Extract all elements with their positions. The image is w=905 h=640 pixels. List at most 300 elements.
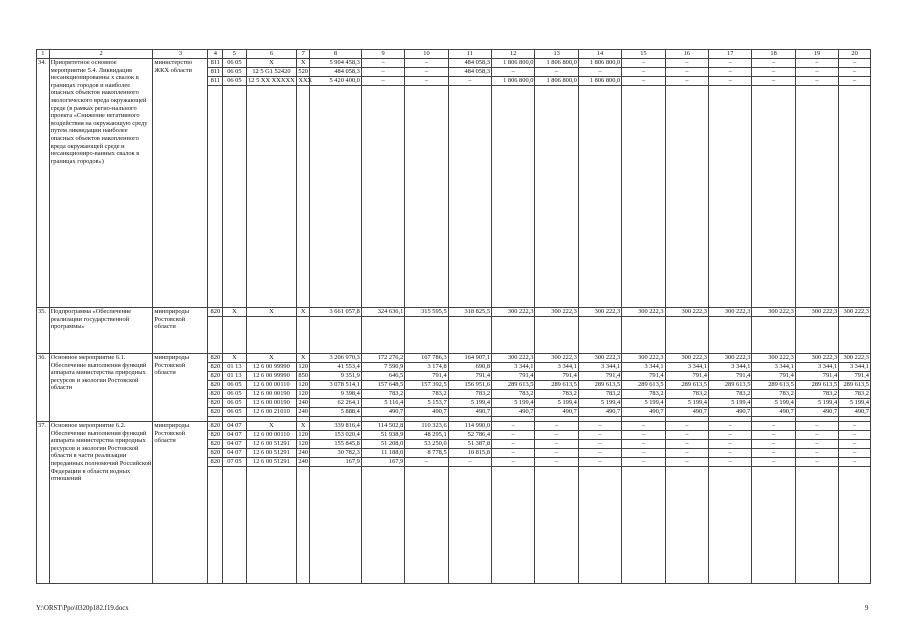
table-cell: – [405,77,448,86]
table-cell: – [665,449,708,458]
empty-cell [208,317,223,354]
empty-cell [310,86,362,308]
table-cell: 120 [298,381,308,388]
table-cell: 12 6 00 51291 [246,440,297,449]
table-cell: 300 222,3 [665,354,708,363]
table-cell: – [752,422,795,431]
table-cell: – [361,77,404,86]
column-number: 12 [492,50,535,59]
empty-cell [246,317,297,354]
table-cell: 9 398,4 [310,390,362,399]
table-cell: 289 613,5 [752,381,795,390]
executor: министерство ЖКХ области [153,59,208,308]
empty-cell [535,86,578,308]
table-cell: – [839,431,871,440]
table-cell: – [578,431,621,440]
table-row [37,354,871,363]
table-cell: – [839,458,871,467]
table-cell: 5 199,4 [448,399,491,408]
document-page [36,49,871,584]
table-cell: – [752,59,795,68]
table-cell: 1 806 800,0 [535,59,578,68]
table-cell: – [665,458,708,467]
table-cell: 3 344,1 [752,363,795,372]
column-number: 9 [361,50,404,59]
table-cell: 06 05 [223,77,246,86]
table-cell: 820 [208,458,223,467]
table-cell: 5 199,4 [752,399,795,408]
table-cell: 300 222,3 [839,308,871,317]
table-cell: 820 [208,363,223,372]
table-cell: 10 815,8 [448,449,491,458]
table-cell: 820 [208,308,223,317]
empty-cell [492,467,535,584]
table-cell: 51 208,0 [361,440,404,449]
executor: минприроды Ростовской области [153,308,208,354]
table-cell: – [622,431,665,440]
table-cell: – [709,422,752,431]
table-row [37,422,871,431]
executor: минприроды Ростовской области [153,422,208,584]
table-cell: 7 590,9 [361,363,404,372]
table-cell: 820 [208,354,223,363]
table-cell: 12 6 00 99990 [246,363,297,372]
table-cell: – [535,422,578,431]
table-cell: – [448,458,491,467]
table-cell: 791,4 [622,372,665,381]
table-cell: 300 222,3 [578,308,621,317]
table-cell: 490,7 [535,408,578,417]
table-cell: – [535,458,578,467]
table-cell: 3 174,8 [405,363,448,372]
table-cell: 791,4 [665,372,708,381]
table-cell: 783,2 [492,390,535,399]
table-cell: – [839,77,871,86]
table-cell: 172 276,2 [361,354,404,363]
table-cell: 318 825,5 [448,308,491,317]
table-cell: 289 613,5 [622,381,665,390]
empty-cell [578,86,621,308]
empty-cell [752,467,795,584]
empty-cell [709,467,752,584]
empty-cell [405,86,448,308]
table-cell: 1 806 800,0 [492,59,535,68]
table-cell: 783,2 [448,390,491,399]
column-number: 5 [223,50,246,59]
table-cell: – [492,449,535,458]
column-number: 17 [709,50,752,59]
empty-cell [310,317,362,354]
table-cell: 490,7 [448,408,491,417]
table-cell: 289 613,5 [665,381,708,390]
table-cell: 490,7 [492,408,535,417]
empty-cell [752,86,795,308]
table-cell: – [752,449,795,458]
table-cell: 01 13 [223,372,246,381]
table-cell: 811 [208,59,223,68]
table-cell: – [578,458,621,467]
table-cell: 300 222,3 [535,354,578,363]
table-cell: 1 806 800,0 [578,59,621,68]
executor: минприроды Ростовской области [153,354,208,422]
empty-cell [492,86,535,308]
empty-cell [297,467,310,584]
table-cell: 300 222,3 [622,308,665,317]
table-cell: 5 199,4 [709,399,752,408]
table-cell: 300 222,3 [665,308,708,317]
empty-cell [223,317,246,354]
table-cell: – [665,431,708,440]
table-cell: 167,9 [310,458,362,467]
empty-cell [795,467,838,584]
file-path: Y:\ORST\Ppo\0320p182.f19.docx [36,605,129,612]
table-cell: 157 392,5 [405,381,448,390]
table-cell: – [709,59,752,68]
table-cell: 300 222,3 [492,308,535,317]
table-cell: 164 907,1 [448,354,491,363]
table-cell: 240 [298,458,308,465]
table-cell: 820 [208,408,223,417]
table-cell: 820 [208,372,223,381]
table-cell: 484 058,3 [448,68,491,77]
table-cell: – [535,440,578,449]
column-number: 2 [49,50,153,59]
table-cell: – [752,77,795,86]
empty-cell [665,86,708,308]
table-cell: – [405,458,448,467]
table-cell: X [297,308,310,317]
column-number: 14 [578,50,621,59]
empty-cell [297,317,310,354]
table-row [37,59,871,68]
table-cell: 04 07 [223,431,246,440]
table-cell: 167 786,3 [405,354,448,363]
empty-cell [208,86,223,308]
row-number: 36. [37,354,50,422]
table-cell: 120 [298,431,308,438]
table-cell: – [492,440,535,449]
table-cell: 5 199,4 [535,399,578,408]
empty-cell [622,467,665,584]
table-cell: 300 222,3 [795,354,838,363]
table-cell: XXX [298,77,313,84]
table-cell: X [297,59,310,68]
table-cell: – [709,77,752,86]
table-cell: 12 6 00 51291 [246,458,297,467]
table-cell: 5 888,4 [310,408,362,417]
table-cell: – [709,449,752,458]
table-cell: – [795,59,838,68]
table-cell: – [709,458,752,467]
table-cell: – [665,77,708,86]
table-cell: 3 344,1 [709,363,752,372]
table-cell: 5 116,4 [361,399,404,408]
table-cell: – [709,68,752,77]
table-cell: 12 6 00 00190 [246,390,297,399]
table-cell: 11 188,0 [361,449,404,458]
table-cell: 3 344,1 [535,363,578,372]
row-number: 37. [37,422,50,584]
table-cell: – [795,458,838,467]
column-number: 13 [535,50,578,59]
column-number: 10 [405,50,448,59]
table-cell: X [246,354,297,363]
table-cell: 3 661 057,8 [310,308,362,317]
table-cell: – [622,59,665,68]
table-cell: – [622,422,665,431]
empty-cell [795,317,838,354]
row-number: 35. [37,308,50,354]
table-cell: – [752,440,795,449]
row-number: 34. [37,59,50,308]
table-cell: X [223,308,246,317]
empty-cell [223,467,246,584]
table-cell: 5 904 458,3 [310,59,362,68]
table-cell: 1 806 800,0 [535,77,578,86]
empty-cell [709,86,752,308]
table-cell: 53 250,0 [405,440,448,449]
table-cell: 51 387,8 [448,440,491,449]
empty-cell [578,467,621,584]
empty-cell [535,317,578,354]
table-cell: 646,5 [361,372,404,381]
table-cell: 791,4 [448,372,491,381]
column-number: 16 [665,50,708,59]
table-cell: 12 6 00 51291 [246,449,297,458]
table-cell: X [297,422,310,431]
table-cell: 5 199,4 [492,399,535,408]
empty-cell [752,317,795,354]
table-cell: 791,4 [578,372,621,381]
table-cell: – [361,68,404,77]
empty-cell [448,467,491,584]
column-number: 7 [297,50,310,59]
table-cell: – [839,449,871,458]
empty-cell [246,86,297,308]
table-cell: – [535,431,578,440]
table-cell: 791,4 [405,372,448,381]
table-cell: 3 206 970,3 [310,354,362,363]
table-cell: 811 [208,68,223,77]
table-cell: 5 199,4 [665,399,708,408]
table-cell: 156 951,6 [448,381,491,390]
table-cell: 240 [298,399,308,406]
column-number: 6 [246,50,297,59]
table-cell: 783,2 [795,390,838,399]
empty-cell [709,317,752,354]
table-cell: 12 6 00 00190 [246,399,297,408]
column-number: 8 [310,50,362,59]
table-cell: 06 05 [223,68,246,77]
table-cell: 490,7 [752,408,795,417]
table-cell: 820 [208,399,223,408]
table-cell: 5 420 400,0 [310,77,362,86]
table-cell: 300 222,3 [752,308,795,317]
empty-cell [361,86,404,308]
table-cell: – [361,59,404,68]
table-cell: 783,2 [839,390,871,399]
table-cell: – [578,422,621,431]
table-cell: 06 05 [223,59,246,68]
table-cell: 324 636,1 [361,308,404,317]
table-cell: 12 6 00 00110 [246,381,297,390]
table-cell: – [839,68,871,77]
table-cell: 289 613,5 [578,381,621,390]
table-cell: 520 [298,68,308,75]
empty-cell [448,317,491,354]
empty-cell [361,467,404,584]
table-cell: – [622,458,665,467]
table-cell: – [578,68,621,77]
table-cell: 5 199,4 [578,399,621,408]
table-cell: 791,4 [535,372,578,381]
table-cell: X [246,59,297,68]
table-cell: – [839,440,871,449]
column-number: 20 [839,50,871,59]
table-cell: – [622,68,665,77]
table-cell: 791,4 [752,372,795,381]
table-cell: 300 222,3 [578,354,621,363]
table-cell: 289 613,5 [839,381,871,390]
empty-cell [535,467,578,584]
table-row [37,308,871,317]
column-number: 19 [795,50,838,59]
table-cell: 690,8 [448,363,491,372]
table-cell: 791,4 [709,372,752,381]
table-cell: 41 553,4 [310,363,362,372]
table-cell: 484 058,3 [448,59,491,68]
table-cell: 783,2 [665,390,708,399]
table-cell: 300 222,3 [709,354,752,363]
table-cell: 300 222,3 [492,354,535,363]
table-cell: 06 05 [223,408,246,417]
table-cell: 12 6 00 99990 [246,372,297,381]
table-cell: – [578,449,621,458]
table-cell: – [709,440,752,449]
table-cell: 490,7 [665,408,708,417]
table-cell: 9 351,9 [310,372,362,381]
table-cell: 3 344,1 [578,363,621,372]
column-number: 1 [37,50,50,59]
table-cell: 120 [298,390,308,397]
empty-cell [622,86,665,308]
table-cell: – [752,68,795,77]
table-cell: 490,7 [795,408,838,417]
table-cell: 157 648,5 [361,381,404,390]
measure-description: Приоритетное основное мероприятие 5.4. Ликвидация несанкционированны х свалок в границах городов и наиболее опасных объектов накопленного экологического вреда окружающей среде (в рамках регио-нального проекта «Снижение негативного воздействия на окружающую среду путем ликвидации наиболее опасных объектов накопленного вреда окружающей среде и несанкциониро-ванных свалок в границах городов») [49,59,153,308]
table-cell: 300 222,3 [752,354,795,363]
table-cell: 339 816,4 [310,422,362,431]
table-cell: – [622,440,665,449]
table-cell: 06 05 [223,399,246,408]
table-cell: 155 845,8 [310,440,362,449]
table-cell: 12 6 00 00110 [246,431,297,440]
empty-cell [246,467,297,584]
table-cell: 3 344,1 [795,363,838,372]
table-cell: – [795,68,838,77]
column-number: 4 [208,50,223,59]
table-cell: 3 078 514,1 [310,381,362,390]
table-cell: 04 07 [223,449,246,458]
table-cell: 3 344,1 [492,363,535,372]
table-cell: 1 806 800,0 [492,77,535,86]
table-cell: 01 13 [223,363,246,372]
table-cell: – [839,422,871,431]
table-cell: – [752,458,795,467]
measure-description: Подпрограмма «Обеспечение реализации государственной программы» [49,308,153,354]
table-cell: 783,2 [535,390,578,399]
empty-cell [405,317,448,354]
empty-cell [839,467,871,584]
measure-description: Основное мероприятие 6.1. Обеспечение выполнения функций аппарата министерства природных ресурсов и экологии Ростовской области [49,354,153,422]
table-cell: – [795,431,838,440]
table-cell: 8 778,5 [405,449,448,458]
table-cell: 04 07 [223,440,246,449]
table-cell: 783,2 [622,390,665,399]
empty-cell [665,317,708,354]
table-cell: 820 [208,431,223,440]
table-cell: – [665,68,708,77]
table-cell: 300 222,3 [709,308,752,317]
table-cell: X [246,422,297,431]
column-number: 3 [153,50,208,59]
budget-table [36,49,871,584]
table-cell: – [839,59,871,68]
table-cell: – [752,431,795,440]
table-cell: 850 [298,372,308,379]
empty-cell [297,86,310,308]
table-cell: 114 502,8 [361,422,404,431]
table-cell: 490,7 [405,408,448,417]
header-row [37,50,871,59]
table-cell: 153 020,4 [310,431,362,440]
table-cell: 490,7 [839,408,871,417]
table-cell: 51 938,9 [361,431,404,440]
table-cell: 820 [208,422,223,431]
table-cell: 48 295,1 [405,431,448,440]
table-cell: 1 806 800,0 [578,77,621,86]
table-cell: 300 222,3 [535,308,578,317]
empty-cell [448,86,491,308]
table-cell: – [622,449,665,458]
table-cell: 820 [208,390,223,399]
table-cell: 62 264,1 [310,399,362,408]
table-cell: 791,4 [795,372,838,381]
empty-cell [795,86,838,308]
table-cell: – [665,59,708,68]
table-cell: 490,7 [361,408,404,417]
table-cell: 791,4 [492,372,535,381]
table-cell: – [665,440,708,449]
table-cell: X [246,308,297,317]
table-cell: 110 323,6 [405,422,448,431]
table-cell: 167,9 [361,458,404,467]
table-cell: 3 344,1 [839,363,871,372]
empty-cell [310,467,362,584]
empty-cell [839,317,871,354]
table-cell: 12 5 XX XXXXX [246,77,297,86]
table-cell: 289 613,5 [709,381,752,390]
table-cell: 120 [298,440,308,447]
table-cell: 5 199,4 [795,399,838,408]
column-number: 15 [622,50,665,59]
table-cell: 07 05 [223,458,246,467]
table-cell: 315 595,5 [405,308,448,317]
table-cell: 783,2 [578,390,621,399]
table-cell: – [795,422,838,431]
table-cell: 5 199,4 [839,399,871,408]
column-number: 18 [752,50,795,59]
